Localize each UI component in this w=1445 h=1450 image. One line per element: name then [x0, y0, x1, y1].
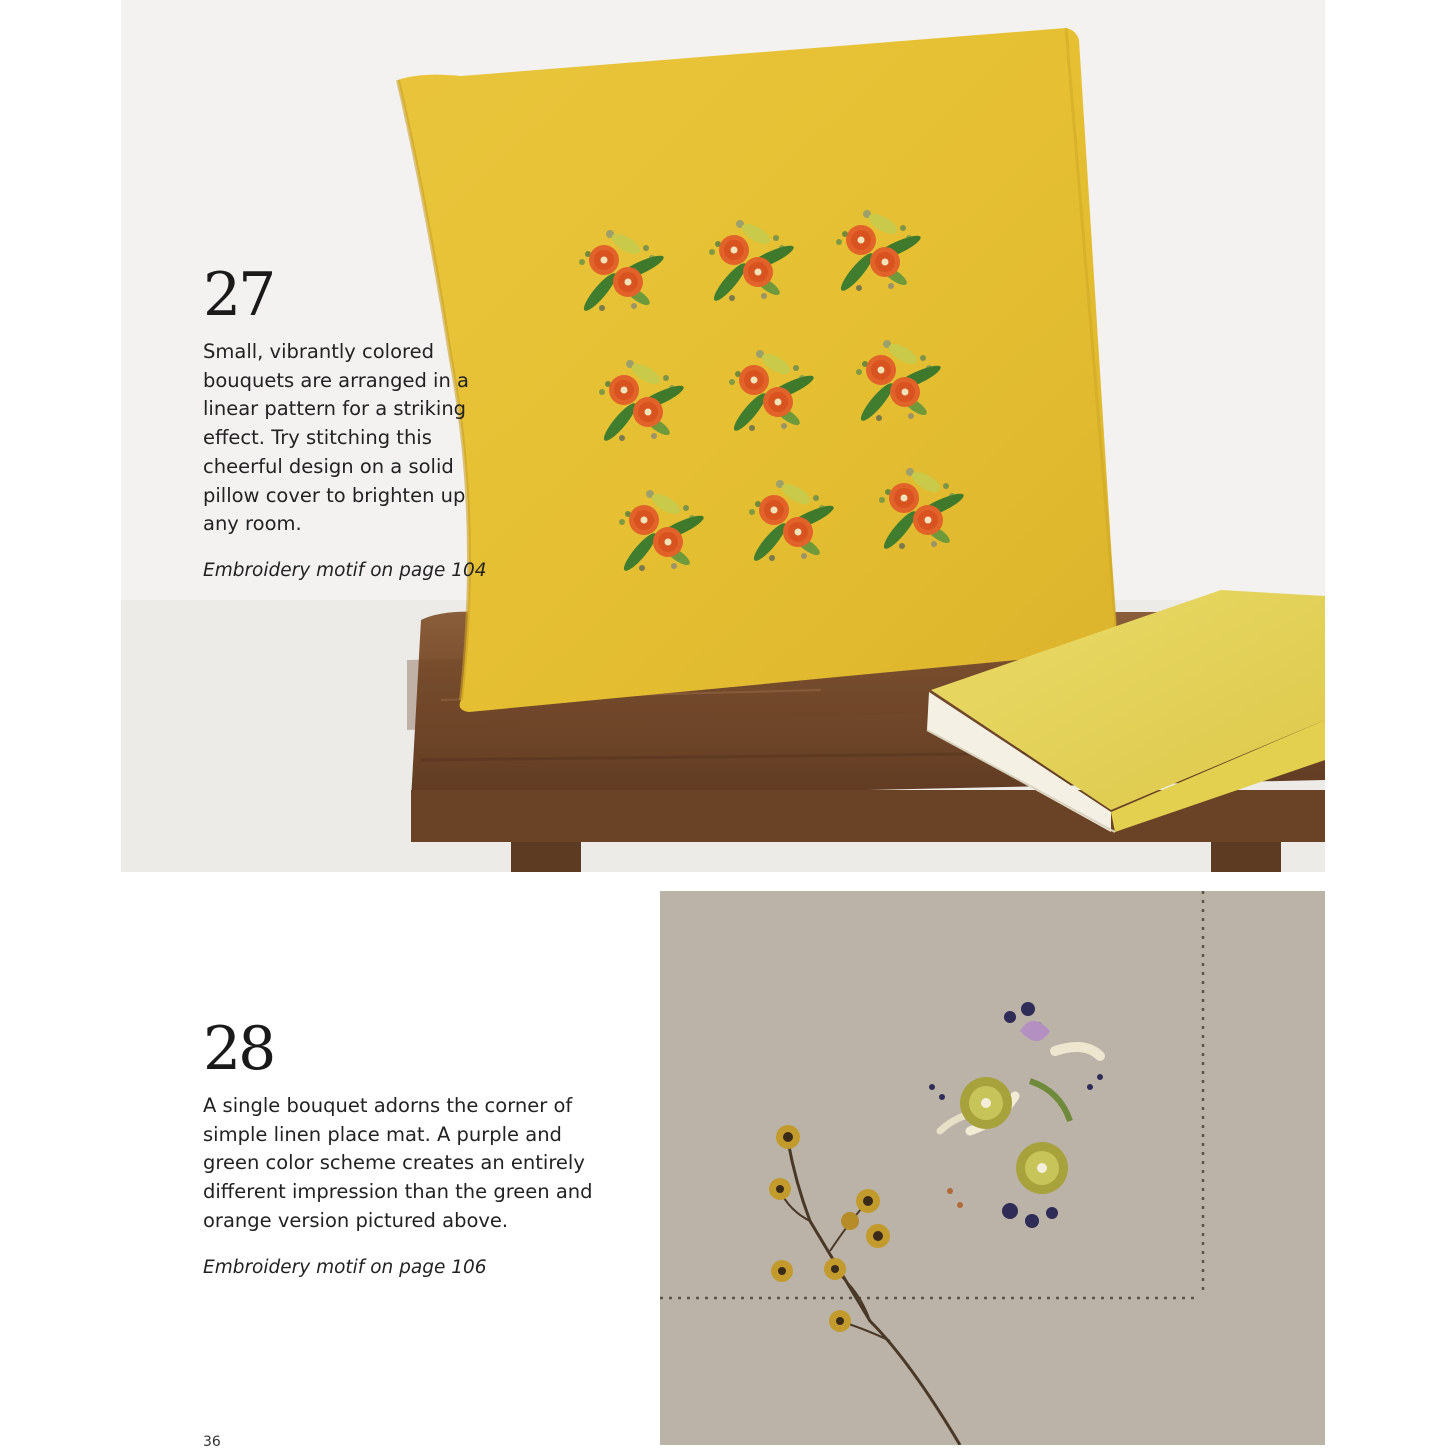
placemat-photo: [660, 891, 1325, 1445]
motif-reference-27: Embroidery motif on page 104: [203, 560, 487, 581]
item-description-27: Small, vibrantly colored bouquets are arranged in a linear pattern for a striking effect. Try stitching this cheerful design on a solid pillow cover to brighten up any room.: [203, 340, 469, 536]
page-number: 36: [203, 1434, 221, 1450]
item-description-28: A single bouquet adorns the corner of simple linen place mat. A purple and green color scheme creates an entirely different impression than the green and orange version pictured above.: [203, 1094, 593, 1232]
item-number-27: 27: [203, 260, 274, 330]
motif-reference-28: Embroidery motif on page 106: [203, 1257, 487, 1278]
item-number-28: 28: [203, 1014, 274, 1084]
